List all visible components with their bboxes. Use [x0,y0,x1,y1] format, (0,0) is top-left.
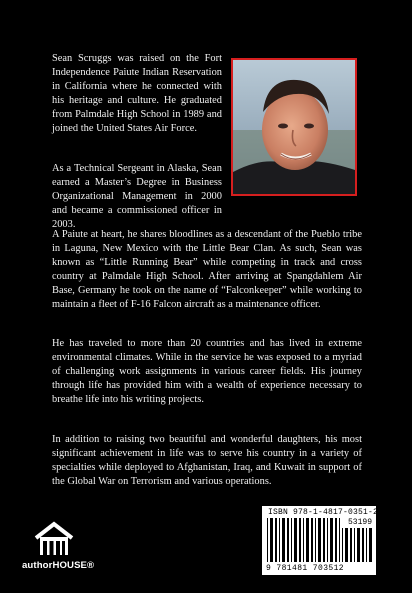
barcode-bar [335,518,337,562]
price-code: 53199 [347,518,372,527]
bio-paragraph-5: In addition to raising two beautiful and wonderful daughters, his most significant achievement in life was to serve his country in a variety of specialties while deployed to Afghanistan, Iraq, and Kuwait in support of the Global War on Terrorism and various operations. [52,434,362,487]
barcode-bar [342,528,343,562]
barcode-bar [287,518,289,562]
ean-digits: 9 781481 703512 [266,564,345,573]
bio-paragraph-2: As a Technical Sergeant in Alaska, Sean earned a Master’s Degree in Business Organizational Management in 2000 and became a commissioned officer in 2003. [52,163,222,230]
addon-barcode-bars [342,528,372,562]
author-photo [231,58,357,196]
barcode-bar [303,518,304,562]
barcode-bar [270,518,273,562]
barcode-bar [299,518,301,562]
barcode-bar [354,528,355,562]
barcode-bar [362,528,364,562]
barcode-bar [339,518,340,562]
isbn-barcode [262,506,379,575]
barcode-bar [282,518,285,562]
barcode-bar [311,518,313,562]
barcode-bar [291,518,292,562]
barcode-bar [350,528,352,562]
author-house-logo-icon [32,521,76,557]
barcode-bar [357,528,360,562]
barcode-bar [327,518,328,562]
isbn-text: ISBN 978-1-4817-0351-2 [268,508,379,517]
barcode-bar [318,518,321,562]
barcode-bar [323,518,325,562]
barcode-bar [294,518,297,562]
barcode-bar [267,518,268,562]
publisher-name: authorHOUSE® [22,560,95,571]
barcode-bar [366,528,367,562]
author-portrait-image [233,60,355,194]
barcode-bar [330,518,333,562]
bio-paragraph-4: He has traveled to more than 20 countries and has lived in extreme environmental climates. While in the service he was exposed to a myriad of challenging work assignments in various career fields. His journey through life has provided him with a wealth of experience necessary to breathe life into his writing projects. [52,338,362,405]
barcode-bar [279,518,280,562]
barcode-bar [315,518,316,562]
barcode-bar [275,518,277,562]
publisher-logo [22,521,96,577]
barcode-bars [267,518,341,562]
barcode-bar [306,518,309,562]
barcode-bar [345,528,348,562]
barcode-bar [369,528,372,562]
bio-paragraph-3: A Paiute at heart, he shares bloodlines as a descendant of the Pueblo tribe in Laguna, New Mexico with the Little Bear Clan. As such, Sean was known as “Little Running Bear” while competing in track and cross country at Palmdale High School. After arriving at Spangdahlem Air Base, Germany he took on the name of “Falconkeeper” while working to maintain a fleet of F-16 Falcon aircraft as a maintenance officer. [52,229,362,310]
bio-paragraph-1: Sean Scruggs was raised on the Fort Independence Paiute Indian Reservation in California where he connected with his heritage and culture. He graduated from Palmdale High School in 1989 and joined the United States Air Force. [52,53,222,134]
